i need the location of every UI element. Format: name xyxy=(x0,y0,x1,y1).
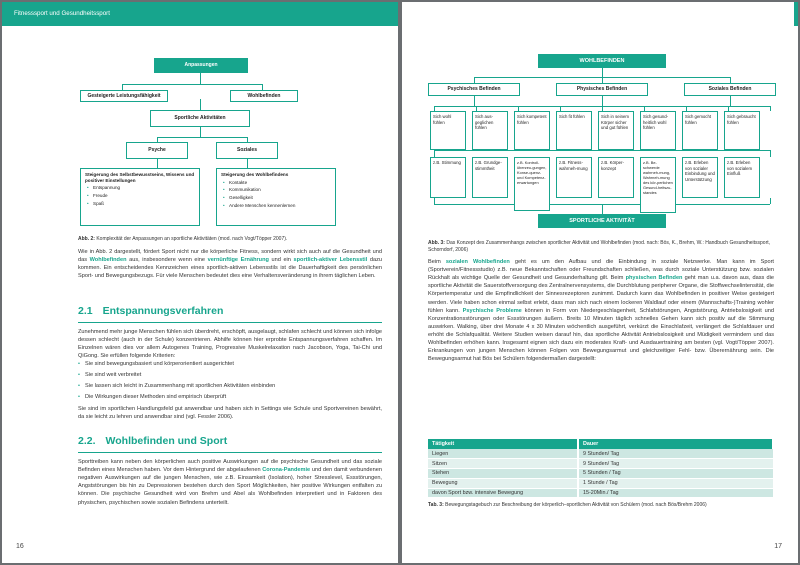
right-page xyxy=(402,2,798,563)
table-row xyxy=(428,449,773,459)
table-cell: 9 Stunden/ Tag xyxy=(578,459,773,469)
table-header: Tätigkeit xyxy=(428,439,578,449)
soziales-item: • Geselligkeit xyxy=(225,195,331,201)
table-row xyxy=(428,478,773,488)
table-cell: 1 Stunde / Tag xyxy=(578,478,773,488)
example-box: z.B. Stimmung xyxy=(430,157,466,198)
table-row xyxy=(428,459,773,469)
feeling-box: Sich fit fühlen xyxy=(556,111,592,150)
cat-physisch: Physisches Befinden xyxy=(556,83,648,96)
table-row xyxy=(428,488,773,498)
section-rule xyxy=(78,322,382,323)
soziales-item: • Kommunikation xyxy=(225,187,331,193)
node-leistung: Gesteigerte Leistungsfähigkeit xyxy=(80,90,168,102)
example-box: z.B. Be-schwerde wahrneh-mung, Wahrneh-mung des kör-perlichen Gesund-heitszu-standes xyxy=(640,157,676,213)
criteria-item: • Die Wirkungen dieser Methoden sind empirisch überprüft xyxy=(78,392,382,403)
soziales-item: • Kontakte xyxy=(225,180,331,186)
example-box: z.B. Erleben von sozialer Einbindung und Unterstützung xyxy=(682,157,718,198)
table-cell: Stehen xyxy=(428,469,578,479)
psyche-item: • Freude xyxy=(89,193,195,199)
figure-caption: Abb. 3: Das Konzept des Zusammenhangs zwischen sportlicher Aktivität und Wohlbefinden (mod. nach: Bös, K., Brehm, W.: Handbuch Gesundheitssport, Schorndorf, 2006) xyxy=(428,240,771,253)
section-2-2-text: Sporttreiben kann neben den körperlichen auch positive Auswirkungen auf die psychische Gesundheit und das soziale Befinden eines Menschen haben. Vor dem Hintergrund der abgelaufenen Corona-Pandemie und den damit verbundenen negativen Auswirkungen auf die jungen Menschen, wie z.B. Einsamkeit (Isolation), hoher Stresslevel, Essstörungen, Angststörungen bis hin zu Depressionen bestehen durch den Sport Möglichkeiten, hier positive Wirkungen entfalten zu können. Die psychische Gesundheit wird von Brehm und Abel als Wohlbefinden interpretiert und in Faktoren des physischen, psychischen sowie sozialen Befindens unterteilt. xyxy=(78,459,382,506)
node-aktivitaeten: Sportliche Aktivitäten xyxy=(150,110,250,127)
example-box: z.B. Kontroll-überzeu-gungen, Konse-quenz- und Kompetenz-erwartungen xyxy=(514,157,550,211)
feeling-box: Sich in seinem Körper sicher und gut fühlen xyxy=(598,111,634,150)
table-cell: 9 Stunden/ Tag xyxy=(578,449,773,459)
table-cell: 5 Stunden / Tag xyxy=(578,469,773,479)
criteria-item: • Sie sind bewegungsbasiert und körperorientiert ausgerichtet xyxy=(78,359,382,370)
section-heading-2-2: 2.2. Wohlbefinden und Sport xyxy=(78,435,228,447)
criteria-item: • Sie lassen sich leicht in Zusammenhang mit sportlichen Aktivitäten einbinden xyxy=(78,381,382,392)
feeling-box: Sich kompetent fühlen xyxy=(514,111,550,150)
feeling-box: Sich wohl fühlen xyxy=(430,111,466,150)
intro-paragraph: Wie in Abb. 2 dargestellt, fördert Sport nicht nur die körperliche Fitness, sondern wirkt sich auch auf die Gesundheit und das Wohlbefinden aus, insbesondere wenn eine vernünftige Ernährung und ein sportlich-aktiver Lebensstil dazu kommen. Ein entscheidendes Kennzeichen eines sportlich-aktiven Lebensstils ist die Dauerhaftigkeit des persönlichen Sport- und Bewegungsbezugs. Für viele Menschen bedeutet dies eine Verhaltensveränderung in ihrem täglichen Leben. xyxy=(78,249,383,280)
node-wohlbefinden-top: WOHLBEFINDEN xyxy=(538,54,666,68)
figure-caption: Abb. 2: Komplexität der Anpassungen an sportliche Aktivitäten (mod. nach Vogt/Töpper 2007). xyxy=(78,236,288,242)
feeling-box: Sich aus-geglichen fühlen xyxy=(472,111,508,150)
left-page xyxy=(2,2,398,563)
table-cell: Liegen xyxy=(428,449,578,459)
header-bar xyxy=(402,2,798,26)
body-text: Beim sozialen Wohlbefinden geht es um den Aufbau und die Einbindung in soziale Netzwerke. Man kann im Sport (Sportverein/Fitnessstudio) z.B. neue Bekanntschaften oder Freundschaften schließen, was durch soziale Unterstützung bzw. sozialen Rückhalt als wichtige Quelle der Gesundheit und Gesunderhaltung gilt. Beim physischen Befinden geht man u.a. davon aus, dass die sportliche Aktivität die Sauerstoffversorgung des Zentralnervensystems, die Durchblutung peripherer Organe, die Stoffwechselintensität, die Körpertemperatur und die Empfindlichkeit der Sinnesrezeptoren zunimmt. Dadurch kann das Wohlbefinden in positiver Weise gesteigert werden. Viele haben schon einmal selbst erlebt, dass man sich nach einem lockeren Waldlauf oder einem (Mannschafts-)Training wohler fühlen kann. Psychische Probleme können in Form von Niedergeschlagenheit, Schlafstörungen, Angststörung, Antriebslosigkeit und Konzentrationsstörungen oder Essstörungen äußern. Breits 10 Minuten täglich schnelles Gehen kann sich positiv auf die Stimmung auswirken. Walking, über drei Monate 4 x 30 Minuten wöchentlich ausgeführt, verkürzt die Einschlafzeit, verlängert die Schlafdauer und erhöht die Schlafqualität. Weitere Studien weisen darauf hin, das sportliche Aktivität Antriebslosigkeit und Müdigkeit vermindern und das Wohlbefinden erhöhen kann. Insgesamt eignen sich dazu ein moderates Kraft- und Ausdauertraining am besten (vgl. Vogt/Töpper 2007). Erkrankungen von jungen Menschen können Folgen von Bewegungsarmut und gleichzeitiger Fehl- bzw. Überernährung sein. Die Bewegungsarmut hat Bös bei Schülern folgendermaßen dargestellt: xyxy=(428,259,774,363)
page-number: 17 xyxy=(774,543,782,550)
table-cell: 15-20Min./ Tag xyxy=(578,488,773,498)
table-row xyxy=(428,469,773,479)
cat-sozial: Soziales Befinden xyxy=(684,83,776,96)
feeling-box: Sich gebraucht fühlen xyxy=(724,111,760,150)
example-box: z.B. Erleben von sozialem Einfluß xyxy=(724,157,760,198)
header-corner xyxy=(794,2,798,26)
psyche-item: • Entspannung xyxy=(89,185,195,191)
table-cell: davon Sport bzw. intensive Bewegung xyxy=(428,488,578,498)
soziales-detail-box xyxy=(216,168,336,226)
psyche-detail-title: Steigerung des Selbstbewusstseins, Wissens und positiver Einstellungen xyxy=(85,172,195,183)
node-wohlbefinden: Wohlbefinden xyxy=(230,90,298,102)
table-cell: Bewegung xyxy=(428,478,578,488)
criteria-list xyxy=(78,359,382,403)
table-cell: Sitzen xyxy=(428,459,578,469)
soziales-detail-title: Steigerung des Wohlbefindens xyxy=(221,172,289,177)
example-box: z.B. Fitness-wahrneh-mung xyxy=(556,157,592,198)
cat-psychisch: Psychisches Befinden xyxy=(428,83,520,96)
node-psyche: Psyche xyxy=(126,142,188,159)
section-2-1-closing: Sie sind im sportlichen Handlungsfeld gut anwendbar und haben sich in Settings wie Schule und Sportvereinen bewährt, da sie leicht zu lehren und anwendbar sind (vgl. Fessler 2006). xyxy=(78,406,382,421)
node-anpassungen: Anpassungen xyxy=(154,58,248,73)
node-aktivitaet-bottom: SPORTLICHE AKTIVITÄT xyxy=(538,214,666,228)
table-caption: Tab. 3: Bewegungstagebuch zur Beschreibung der körperlich–sportlichen Aktivität von Schülern (mod. nach Bös/Brehm 2006) xyxy=(428,502,707,508)
feeling-box: Sich gesund-heitlich wohl fühlen xyxy=(640,111,676,150)
section-rule xyxy=(78,452,382,453)
section-heading-2-1: 2.1 Entspannungsverfahren xyxy=(78,305,224,317)
example-box: z.B. Körper-konzept xyxy=(598,157,634,198)
criteria-item: • Sie sind weit verbreitet xyxy=(78,370,382,381)
psyche-item: • Spaß xyxy=(89,201,195,207)
feeling-box: Sich gemocht fühlen xyxy=(682,111,718,150)
header-bar xyxy=(2,2,398,26)
psyche-detail-box xyxy=(80,168,200,226)
section-2-1-text: Zunehmend mehr junge Menschen fühlen sich überdreht, erschöpft, ausgelaugt, schlafen schlecht und können sich infolge dessen schlecht (auch in der Schule) konzentrieren. Abhilfe können hier erprobte Entspannungsverfahren schaffen. Im Einzelnen wären dies vor allem Autogenes Training, Progressive Muskelrelaxation nach Jacobson, Yoga, Tai-Chi und QiGong. Sie erfüllen folgende Kriterien: xyxy=(78,329,382,360)
activity-table xyxy=(428,439,774,498)
table-header-row xyxy=(428,439,773,449)
running-header: Fitnesssport und Gesundheitssport xyxy=(14,10,110,17)
table-header: Dauer xyxy=(578,439,773,449)
node-soziales: Soziales xyxy=(216,142,278,159)
page-number: 16 xyxy=(16,543,24,550)
example-box: z.B. Grundge-stimmtheit xyxy=(472,157,508,198)
soziales-item: • Andere Menschen kennenlernen xyxy=(225,203,331,209)
